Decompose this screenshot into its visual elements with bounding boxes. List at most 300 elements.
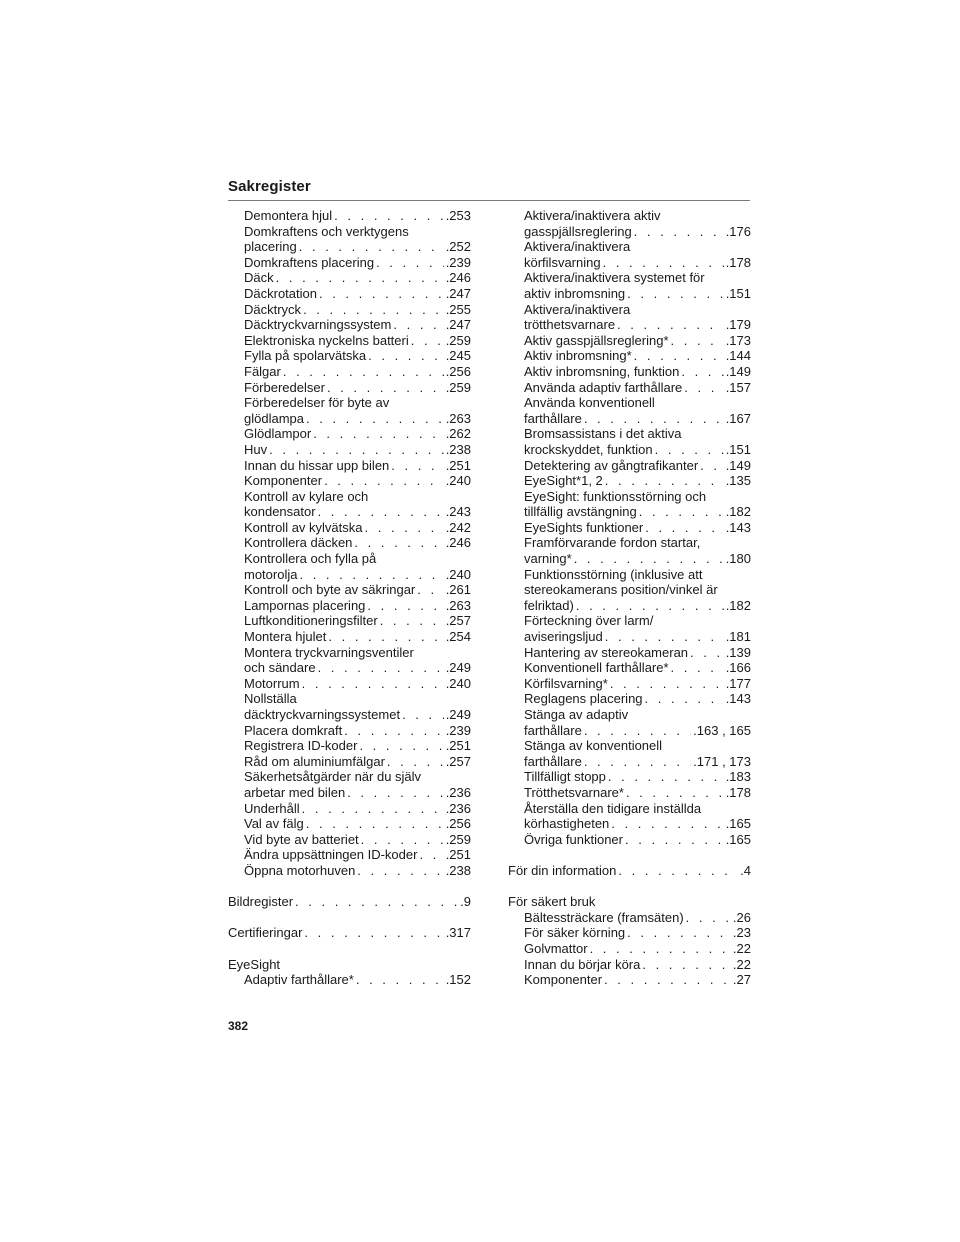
dot-leader xyxy=(380,613,444,629)
index-entry xyxy=(508,832,751,848)
index-entry-page: .251 xyxy=(445,847,471,863)
dot-leader xyxy=(608,769,724,785)
index-entry xyxy=(228,691,471,722)
index-entry-label: Montera hjulet xyxy=(244,629,327,645)
index-entry-page: .178 xyxy=(725,784,751,800)
index-entry-label: gasspjällsreglering xyxy=(524,223,632,239)
index-entry-label: Luftkonditioneringsfilter xyxy=(244,613,378,629)
dot-leader xyxy=(318,504,444,520)
index-entry xyxy=(508,520,751,536)
dot-leader xyxy=(618,863,738,879)
index-column-left xyxy=(228,208,471,988)
dot-leader xyxy=(639,504,724,520)
index-entry-label: Komponenter xyxy=(244,473,323,489)
index-entry-page: .165 xyxy=(725,816,751,832)
index-entry-page: .317 xyxy=(445,925,471,941)
index-entry-page: .254 xyxy=(445,629,471,645)
index-entry-page: .246 xyxy=(445,535,471,551)
index-entry-label: krockskyddet, funktion xyxy=(524,441,653,457)
dot-leader xyxy=(368,348,444,364)
index-entry-continuation: Förberedelser för byte av xyxy=(244,395,390,411)
index-entry xyxy=(508,972,751,988)
index-entry-page: .249 xyxy=(445,707,471,722)
dot-leader xyxy=(590,941,731,957)
index-entry xyxy=(508,364,751,380)
index-entry-label: Aktiv gasspjällsreglering* xyxy=(524,332,669,348)
index-entry-continuation: Stänga av adaptiv xyxy=(524,707,629,722)
dot-leader xyxy=(319,286,444,302)
dot-leader xyxy=(376,255,444,271)
index-entry xyxy=(228,847,471,863)
dot-leader xyxy=(313,426,443,442)
index-entry xyxy=(228,551,471,582)
index-entry xyxy=(508,957,751,973)
index-entry-label: körfilsvarning xyxy=(524,254,601,270)
index-entry-page: .182 xyxy=(725,597,751,613)
index-entry-page: .23 xyxy=(732,925,751,941)
index-entry-continuation: stereokamerans position/vinkel är xyxy=(524,582,718,598)
index-entry-label: Reglagens placering xyxy=(524,691,643,707)
index-entry-label: Detektering av gångtrafikanter xyxy=(524,457,699,473)
index-entry-continuation: Nollställa xyxy=(244,691,297,707)
index-entry-page: .143 xyxy=(725,691,751,707)
index-entry-label: Förberedelser xyxy=(244,379,325,395)
index-entry-label: Vid byte av batteriet xyxy=(244,831,359,847)
dot-leader xyxy=(419,847,443,863)
index-entry-page: .171 , 173 xyxy=(693,753,751,769)
index-entry-page: .256 xyxy=(445,363,471,379)
dot-leader xyxy=(671,660,724,676)
index-entry-label: Ändra uppsättningen ID-koder xyxy=(244,847,418,863)
index-entry-label: Adaptiv farthållare* xyxy=(244,972,354,988)
index-entry xyxy=(508,613,751,644)
index-entry-page: .177 xyxy=(725,675,751,691)
index-entry-label: felriktad) xyxy=(524,597,574,613)
index-entry-continuation: Stänga av konventionell xyxy=(524,738,663,754)
index-entry-page: .4 xyxy=(740,862,751,878)
index-entry-label: Glödlampor xyxy=(244,426,312,442)
dot-leader xyxy=(365,520,444,536)
dot-leader xyxy=(684,380,723,396)
index-entry-page: .249 xyxy=(445,660,471,676)
index-entry-label: Domkraftens placering xyxy=(244,254,375,270)
index-entry-label: Placera domkraft xyxy=(244,722,343,738)
index-entry-page: .239 xyxy=(445,254,471,270)
index-entry-label: Körfilsvarning* xyxy=(524,675,608,691)
index-entry-label: Innan du börjar köra xyxy=(524,956,641,972)
dot-leader xyxy=(324,473,444,489)
index-entry xyxy=(508,535,751,566)
index-gap xyxy=(508,879,751,895)
index-entry-label: Tillfälligt stopp xyxy=(524,769,606,785)
index-entry xyxy=(228,738,471,754)
index-entry xyxy=(228,723,471,739)
index-column-right xyxy=(508,208,751,988)
index-entry xyxy=(228,754,471,770)
dot-leader xyxy=(634,224,724,240)
dot-leader xyxy=(610,676,724,692)
index-entry-label: Motorrum xyxy=(244,675,300,691)
dot-leader xyxy=(604,972,731,988)
index-entry-page: .240 xyxy=(445,566,471,582)
dot-leader xyxy=(605,629,724,645)
index-entry-label: Hantering av stereokameran xyxy=(524,644,689,660)
index-entry-label: aviseringsljud xyxy=(524,629,603,645)
index-entry-page: .151 xyxy=(725,285,751,301)
index-entry-label: motorolja xyxy=(244,566,298,582)
index-entry xyxy=(228,582,471,598)
index-entry xyxy=(228,520,471,536)
index-entry-label: tillfällig avstängning xyxy=(524,504,637,520)
index-entry-page: .251 xyxy=(445,738,471,754)
index-entry-page: .22 xyxy=(732,956,751,972)
index-entry-label: Använda adaptiv farthållare xyxy=(524,379,683,395)
dot-leader xyxy=(299,567,443,583)
dot-leader xyxy=(306,816,444,832)
dot-leader xyxy=(700,458,724,474)
index-entry xyxy=(508,941,751,957)
dot-leader xyxy=(306,411,444,427)
dot-leader xyxy=(328,629,443,645)
index-entry-continuation: Montera tryckvarningsventiler xyxy=(244,644,414,660)
dot-leader xyxy=(327,380,444,396)
index-entry xyxy=(508,645,751,661)
index-entry xyxy=(508,473,751,489)
index-entry-label: och sändare xyxy=(244,660,316,676)
index-entry xyxy=(508,208,751,239)
dot-leader xyxy=(391,458,443,474)
index-entry-page: .252 xyxy=(445,239,471,255)
index-entry xyxy=(508,707,751,738)
index-entry xyxy=(228,473,471,489)
dot-leader xyxy=(584,723,691,739)
index-entry xyxy=(508,567,751,614)
index-entry-label: Fylla på spolarvätska xyxy=(244,348,367,364)
index-entry xyxy=(228,458,471,474)
index-entry xyxy=(508,863,751,879)
dot-leader xyxy=(303,302,444,318)
index-entry-label: körhastigheten xyxy=(524,816,610,832)
index-entry-page: .236 xyxy=(445,784,471,800)
index-entry-page: .247 xyxy=(445,285,471,301)
dot-leader xyxy=(417,582,443,598)
dot-leader xyxy=(671,333,724,349)
index-entry xyxy=(508,785,751,801)
index-entry-page: .152 xyxy=(445,972,471,988)
index-entry-page: .253 xyxy=(445,208,471,223)
index-entry-continuation: Kontroll av kylare och xyxy=(244,488,369,504)
index-entry xyxy=(228,535,471,551)
index-entry-page: .239 xyxy=(445,722,471,738)
index-entry-page: .181 xyxy=(725,629,751,645)
index-entry-page: .259 xyxy=(445,379,471,395)
index-entry-label: Konventionell farthållare* xyxy=(524,660,669,676)
dot-leader xyxy=(617,317,724,333)
index-entry xyxy=(228,380,471,396)
index-entry-page: .238 xyxy=(445,862,471,878)
dot-leader xyxy=(318,660,444,676)
index-entry-label: Trötthetsvarnare* xyxy=(524,784,624,800)
index-entry xyxy=(508,348,751,364)
index-entry xyxy=(228,676,471,692)
index-entry xyxy=(228,208,471,224)
index-entry-label: EyeSights funktioner xyxy=(524,519,644,535)
dot-leader xyxy=(576,598,724,614)
index-entry-page: .144 xyxy=(725,348,751,364)
index-entry-label: Underhåll xyxy=(244,800,300,816)
index-entry-label: Lampornas placering xyxy=(244,597,366,613)
index-entry-page: .167 xyxy=(725,410,751,426)
index-entry-continuation: Aktivera/inaktivera xyxy=(524,239,631,255)
dot-leader xyxy=(626,785,724,801)
index-entry-page: .151 xyxy=(725,441,751,457)
index-entry-label: Huv xyxy=(244,441,268,457)
index-entry-page: .263 xyxy=(445,410,471,426)
index-entry xyxy=(508,925,751,941)
dot-leader xyxy=(655,442,724,458)
dot-leader xyxy=(354,535,443,551)
index-entry-label: Däcktryckvarningssystem xyxy=(244,317,392,333)
index-entry xyxy=(228,317,471,333)
index-entry-label: Däcktryck xyxy=(244,301,302,317)
index-entry xyxy=(508,738,751,769)
dot-leader xyxy=(642,957,731,973)
index-entry-label: arbetar med bilen xyxy=(244,784,346,800)
index-entry xyxy=(508,239,751,270)
index-entry-label: Däckrotation xyxy=(244,285,317,301)
dot-leader xyxy=(690,645,724,661)
index-entry xyxy=(508,660,751,676)
index-entry-label: Bildregister xyxy=(228,894,294,910)
index-gap xyxy=(508,847,751,863)
index-entry-label: Registrera ID-koder xyxy=(244,738,358,754)
index-entry-page: .22 xyxy=(732,940,751,956)
index-entry-continuation: Aktivera/inaktivera xyxy=(524,301,631,317)
index-entry-label: farthållare xyxy=(524,722,582,738)
index-entry-page: .247 xyxy=(445,317,471,333)
dot-leader xyxy=(357,863,443,879)
index-entry-continuation: Säkerhetsåtgärder när du själv xyxy=(244,769,422,785)
index-entry xyxy=(228,894,471,910)
index-entry-page: .240 xyxy=(445,473,471,489)
dot-leader xyxy=(295,894,458,910)
index-entry-page: .143 xyxy=(725,519,751,535)
index-entry-page: .9 xyxy=(460,894,471,910)
index-entry-page: .263 xyxy=(445,597,471,613)
index-entry-label: Certifieringar xyxy=(228,925,303,941)
index-entry-label: Golvmattor xyxy=(524,940,588,956)
index-entry-page: .261 xyxy=(445,582,471,598)
dot-leader xyxy=(356,972,444,988)
dot-leader xyxy=(283,364,444,380)
index-entry xyxy=(228,286,471,302)
index-entry-label: Öppna motorhuven xyxy=(244,862,356,878)
index-entry xyxy=(228,816,471,832)
index-entry-page: .149 xyxy=(725,457,751,473)
dot-leader xyxy=(634,348,724,364)
index-entry-page: .173 xyxy=(725,332,751,348)
index-entry-page: .179 xyxy=(725,317,751,333)
index-entry-label: Aktiv inbromsning* xyxy=(524,348,632,364)
dot-leader xyxy=(686,910,731,926)
index-entry-page: .256 xyxy=(445,816,471,832)
index-entry-continuation: Framförvarande fordon startar, xyxy=(524,535,701,551)
index-entry-label: Demontera hjul xyxy=(244,208,333,223)
index-entry-page: .242 xyxy=(445,519,471,535)
index-entry-page: .259 xyxy=(445,332,471,348)
index-entry-label: Kontroll av kylvätska xyxy=(244,519,363,535)
index-entry-page: .245 xyxy=(445,348,471,364)
index-entry-continuation: Bromsassistans i det aktiva xyxy=(524,426,682,442)
dot-leader xyxy=(393,317,443,333)
dot-leader xyxy=(411,333,444,349)
index-entry-label: aktiv inbromsning xyxy=(524,285,626,301)
dot-leader xyxy=(584,411,724,427)
index-entry xyxy=(508,426,751,457)
index-entry xyxy=(228,224,471,255)
index-entry xyxy=(228,925,471,941)
index-entry xyxy=(508,333,751,349)
dot-leader xyxy=(584,754,691,770)
index-entry xyxy=(228,270,471,286)
dot-leader xyxy=(645,691,724,707)
index-entry-page: .182 xyxy=(725,504,751,520)
index-entry-page: .180 xyxy=(725,551,751,567)
dot-leader xyxy=(347,785,444,801)
index-entry-page: .257 xyxy=(445,753,471,769)
dot-leader xyxy=(574,551,724,567)
index-entry-label: Aktiv inbromsning, funktion xyxy=(524,363,680,379)
index-entry-label: farthållare xyxy=(524,410,582,426)
index-entry xyxy=(508,395,751,426)
index-entry-page: .135 xyxy=(725,473,751,489)
index-entry xyxy=(508,302,751,333)
index-entry-label: kondensator xyxy=(244,504,316,520)
index-entry-page: .165 xyxy=(725,831,751,847)
index-entry-label: Övriga funktioner xyxy=(524,831,623,847)
index-entry-label: farthållare xyxy=(524,753,582,769)
dot-leader xyxy=(344,723,443,739)
index-group-heading: EyeSight xyxy=(228,956,281,972)
index-entry-page: .149 xyxy=(725,363,751,379)
index-entry xyxy=(508,691,751,707)
index-entry-label: Innan du hissar upp bilen xyxy=(244,457,390,473)
index-entry xyxy=(228,333,471,349)
index-entry-page: .262 xyxy=(445,426,471,442)
dot-leader xyxy=(304,925,443,941)
index-entry-label: Fälgar xyxy=(244,363,281,379)
dot-leader xyxy=(645,520,723,536)
index-entry xyxy=(508,380,751,396)
page-number: 382 xyxy=(228,1019,249,1033)
index-entry-page: .27 xyxy=(732,972,751,988)
index-entry-continuation: EyeSight: funktionsstörning och xyxy=(524,488,707,504)
dot-leader xyxy=(603,255,724,271)
index-entry-page: .255 xyxy=(445,301,471,317)
index-entry-label: Däck xyxy=(244,270,274,286)
index-entry xyxy=(228,769,471,800)
index-entry-continuation: Aktivera/inaktivera systemet för xyxy=(524,270,705,286)
header-divider xyxy=(228,200,750,201)
dot-leader xyxy=(276,270,444,286)
index-entry-label: glödlampa xyxy=(244,410,304,426)
index-entry-label: Elektroniska nyckelns batteri xyxy=(244,332,409,348)
index-entry-label: Komponenter xyxy=(524,972,603,988)
dot-leader xyxy=(681,364,723,380)
index-entry xyxy=(508,910,751,926)
index-entry xyxy=(228,489,471,520)
dot-leader xyxy=(387,754,444,770)
index-entry-label: placering xyxy=(244,239,297,255)
index-entry-page: .257 xyxy=(445,613,471,629)
dot-leader xyxy=(367,598,443,614)
index-gap xyxy=(228,879,471,895)
index-entry-label: Råd om aluminiumfälgar xyxy=(244,753,385,769)
index-entry-page: .246 xyxy=(445,270,471,286)
index-entry xyxy=(228,348,471,364)
index-entry-page: .178 xyxy=(725,254,751,270)
dot-leader xyxy=(611,816,723,832)
index-entry-continuation: Använda konventionell xyxy=(524,395,655,411)
index-group-heading: För säkert bruk xyxy=(508,894,596,910)
index-entry-page: .236 xyxy=(445,800,471,816)
index-entry-page: .26 xyxy=(732,909,751,925)
index-entry xyxy=(228,801,471,817)
index-entry-page: .240 xyxy=(445,675,471,691)
index-entry-label: Kontrollera däcken xyxy=(244,535,353,551)
index-entry xyxy=(228,426,471,442)
index-entry-label: Val av fälg xyxy=(244,816,304,832)
dot-leader xyxy=(402,707,444,723)
dot-leader xyxy=(627,286,724,302)
index-entry xyxy=(508,769,751,785)
dot-leader xyxy=(605,473,724,489)
index-entry-page: .251 xyxy=(445,457,471,473)
index-entry-continuation: Aktivera/inaktivera aktiv xyxy=(524,208,661,223)
index-gap xyxy=(228,910,471,926)
index-entry-page: .139 xyxy=(725,644,751,660)
index-entry xyxy=(508,489,751,520)
dot-leader xyxy=(627,925,731,941)
dot-leader xyxy=(359,738,443,754)
index-entry xyxy=(228,364,471,380)
index-entry xyxy=(228,598,471,614)
index-entry-label: Bältessträckare (framsäten) xyxy=(524,909,684,925)
index-entry xyxy=(228,832,471,848)
index-entry-continuation: Domkraftens och verktygens xyxy=(244,223,409,239)
index-entry-continuation: Kontrollera och fylla på xyxy=(244,551,377,567)
index-entry-label: EyeSight*1, 2 xyxy=(524,473,603,489)
index-entry-page: .243 xyxy=(445,504,471,520)
dot-leader xyxy=(361,832,444,848)
index-entry-label: däcktryckvarningssystemet xyxy=(244,707,401,722)
index-entry xyxy=(508,270,751,301)
index-entry xyxy=(228,442,471,458)
index-entry xyxy=(508,676,751,692)
index-entry xyxy=(228,613,471,629)
dot-leader xyxy=(269,442,444,458)
index-entry-label: varning* xyxy=(524,551,572,567)
index-entry-label: Kontroll och byte av säkringar xyxy=(244,582,416,598)
index-entry-label: För din information xyxy=(508,862,617,878)
index-entry-page: .166 xyxy=(725,660,751,676)
index-entry-page: .238 xyxy=(445,441,471,457)
index-entry-page: .259 xyxy=(445,831,471,847)
index-entry-page: .176 xyxy=(725,223,751,239)
dot-leader xyxy=(334,208,444,224)
dot-leader xyxy=(302,801,444,817)
index-gap xyxy=(228,941,471,957)
